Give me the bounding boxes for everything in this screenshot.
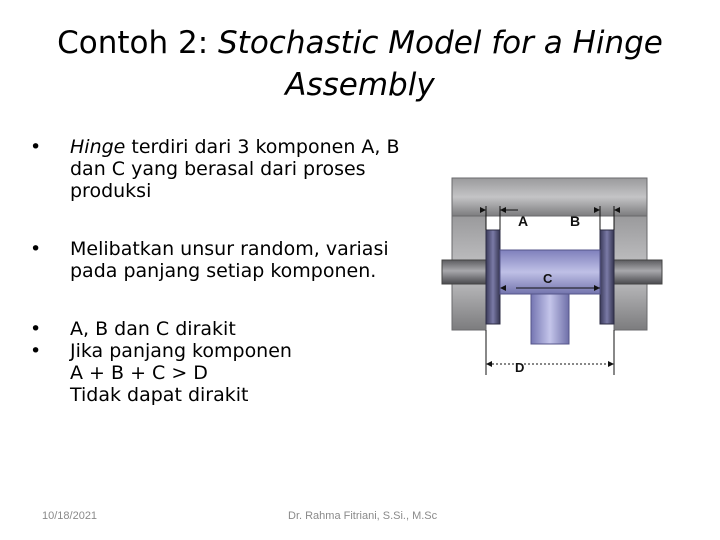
component-b-washer [600,230,614,324]
bullet-dot: • [30,340,42,362]
bullet-dot: • [30,136,42,158]
component-a-washer [486,230,500,324]
bullet-1-line-1 [70,136,440,158]
bullet-4-line-3: Tidak dapat dirakit [70,384,249,406]
bullet-2-line-1: Melibatkan unsur random, variasi [70,238,389,260]
bullet-1-line-2: dan C yang berasal dari proses [70,158,366,180]
label-a: A [518,213,529,229]
title-line-1 [20,22,700,64]
bullet-2-line-2: pada panjang setiap komponen. [70,260,377,282]
title-italic-line-2: Assembly [285,67,435,103]
bullet-4-line-2: A + B + C > D [70,362,208,384]
bullet-hinge-components [30,136,440,202]
slide-title [20,22,700,106]
footer-author: Dr. Rahma Fitriani, S.Si., M.Sc [288,510,438,522]
bullet-list [30,136,440,406]
component-c-stem [531,294,569,344]
bullet-condition [30,340,440,406]
label-b: B [570,213,581,229]
bullet-dot: • [30,318,42,340]
bullet-1-italic: Hinge [70,136,126,158]
bullet-1-line-3: produksi [70,180,152,202]
bullet-4-line-1: Jika panjang komponen [70,340,292,362]
label-d: D [515,360,525,375]
title-prefix: Contoh 2: [57,25,218,61]
title-italic-line-1: Stochastic Model for a Hinge [218,25,663,61]
bullet-assembled [30,318,440,340]
bullet-random-variation [30,238,440,282]
hinge-assembly-diagram [440,170,672,380]
bullet-dot: • [30,238,42,260]
label-c: C [543,271,553,286]
footer-date: 10/18/2021 [42,510,98,522]
bullet-1-rest: terdiri dari 3 komponen A, B [125,136,400,158]
bullet-3-text: A, B dan C dirakit [70,318,236,340]
